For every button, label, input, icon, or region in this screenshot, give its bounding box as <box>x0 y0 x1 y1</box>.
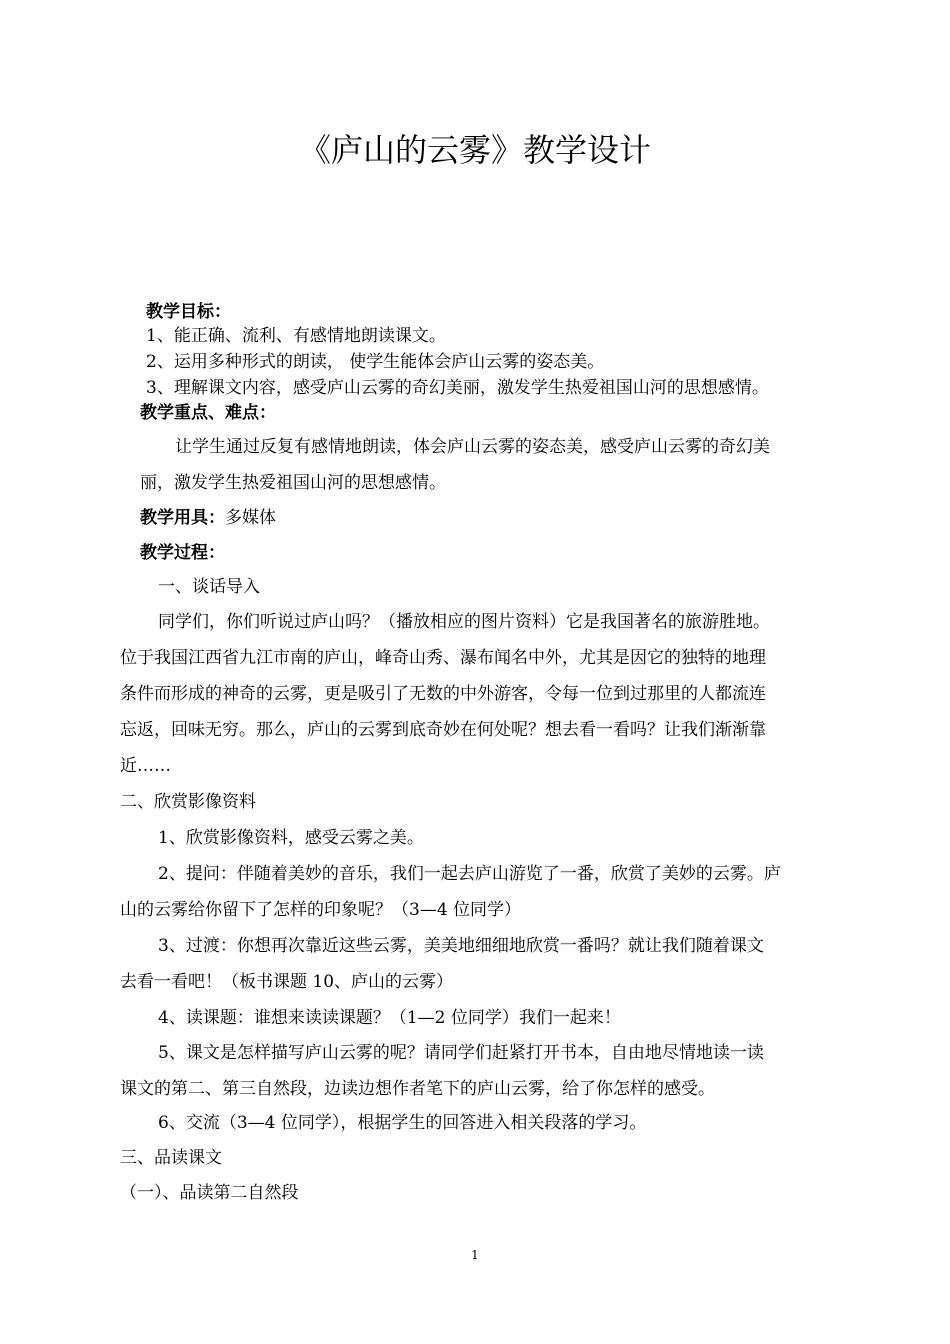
objective-item-2: 2、运用多种形式的朗读， 使学生能体会庐山云雾的姿态美。 <box>146 352 605 372</box>
section2-line-4: 3、过渡：你想再次靠近这些云雾，美美地细细地欣赏一番吗？就让我们随着课文 <box>158 936 764 956</box>
section2-heading: 二、欣赏影像资料 <box>120 792 256 812</box>
section3-sub1-heading: （一）、品读第二自然段 <box>120 1183 299 1203</box>
section2-line-1: 1、欣赏影像资料，感受云雾之美。 <box>158 828 424 848</box>
tools-row <box>140 508 276 528</box>
objective-item-1: 1、能正确、流利、有感情地朗读课文。 <box>146 326 446 346</box>
tools-value: 多媒体 <box>225 508 276 528</box>
objective-item-3: 3、理解课文内容，感受庐山云雾的奇幻美丽，激发学生热爱祖国山河的思想感情。 <box>146 378 769 398</box>
section2-line-9: 6、交流（3—4 位同学），根据学生的回答进入相关段落的学习。 <box>158 1113 647 1133</box>
section2-line-7: 5、课文是怎样描写庐山云雾的呢？请同学们赶紧打开书本，自由地尽情地读一读 <box>158 1043 764 1063</box>
key-points-line-1: 让学生通过反复有感情地朗读，体会庐山云雾的姿态美，感受庐山云雾的奇幻美 <box>175 437 770 457</box>
objectives-heading: 教学目标： <box>146 302 231 322</box>
page-number: 1 <box>471 1248 479 1262</box>
document-title: 《庐山的云雾》教学设计 <box>298 131 651 169</box>
section1-line-1: 同学们，你们听说过庐山吗？（播放相应的图片资料）它是我国著名的旅游胜地。 <box>158 612 770 632</box>
key-points-heading: 教学重点、难点： <box>140 403 276 423</box>
section1-line-5: 近…… <box>120 756 171 776</box>
section1-line-2: 位于我国江西省九江市南的庐山，峰奇山秀、瀑布闻名中外，尤其是因它的独特的地理 <box>120 648 766 668</box>
section2-line-5: 去看一看吧！（板书课题 10、庐山的云雾） <box>120 972 454 992</box>
section2-line-3: 山的云雾给你留下了怎样的印象呢？（3—4 位同学） <box>120 900 522 920</box>
section2-line-8: 课文的第二、第三自然段，边读边想作者笔下的庐山云雾，给了你怎样的感受。 <box>120 1079 715 1099</box>
process-heading: 教学过程： <box>140 543 225 563</box>
section3-heading: 三、品读课文 <box>120 1148 222 1168</box>
section2-line-2: 2、提问：伴随着美妙的音乐，我们一起去庐山游览了一番，欣赏了美妙的云雾。庐 <box>158 864 781 884</box>
key-points-line-2: 丽，激发学生热爱祖国山河的思想感情。 <box>140 473 446 493</box>
section1-line-3: 条件而形成的神奇的云雾，更是吸引了无数的中外游客，令每一位到过那里的人都流连 <box>120 684 766 704</box>
section1-heading: 一、谈话导入 <box>158 577 260 597</box>
section2-line-6: 4、读课题：谁想来读读课题？（1—2 位同学）我们一起来！ <box>158 1008 621 1028</box>
section1-line-4: 忘返，回味无穷。那么，庐山的云雾到底奇妙在何处呢？想去看一看吗？让我们渐渐靠 <box>120 720 766 740</box>
tools-heading: 教学用具： <box>140 508 225 528</box>
